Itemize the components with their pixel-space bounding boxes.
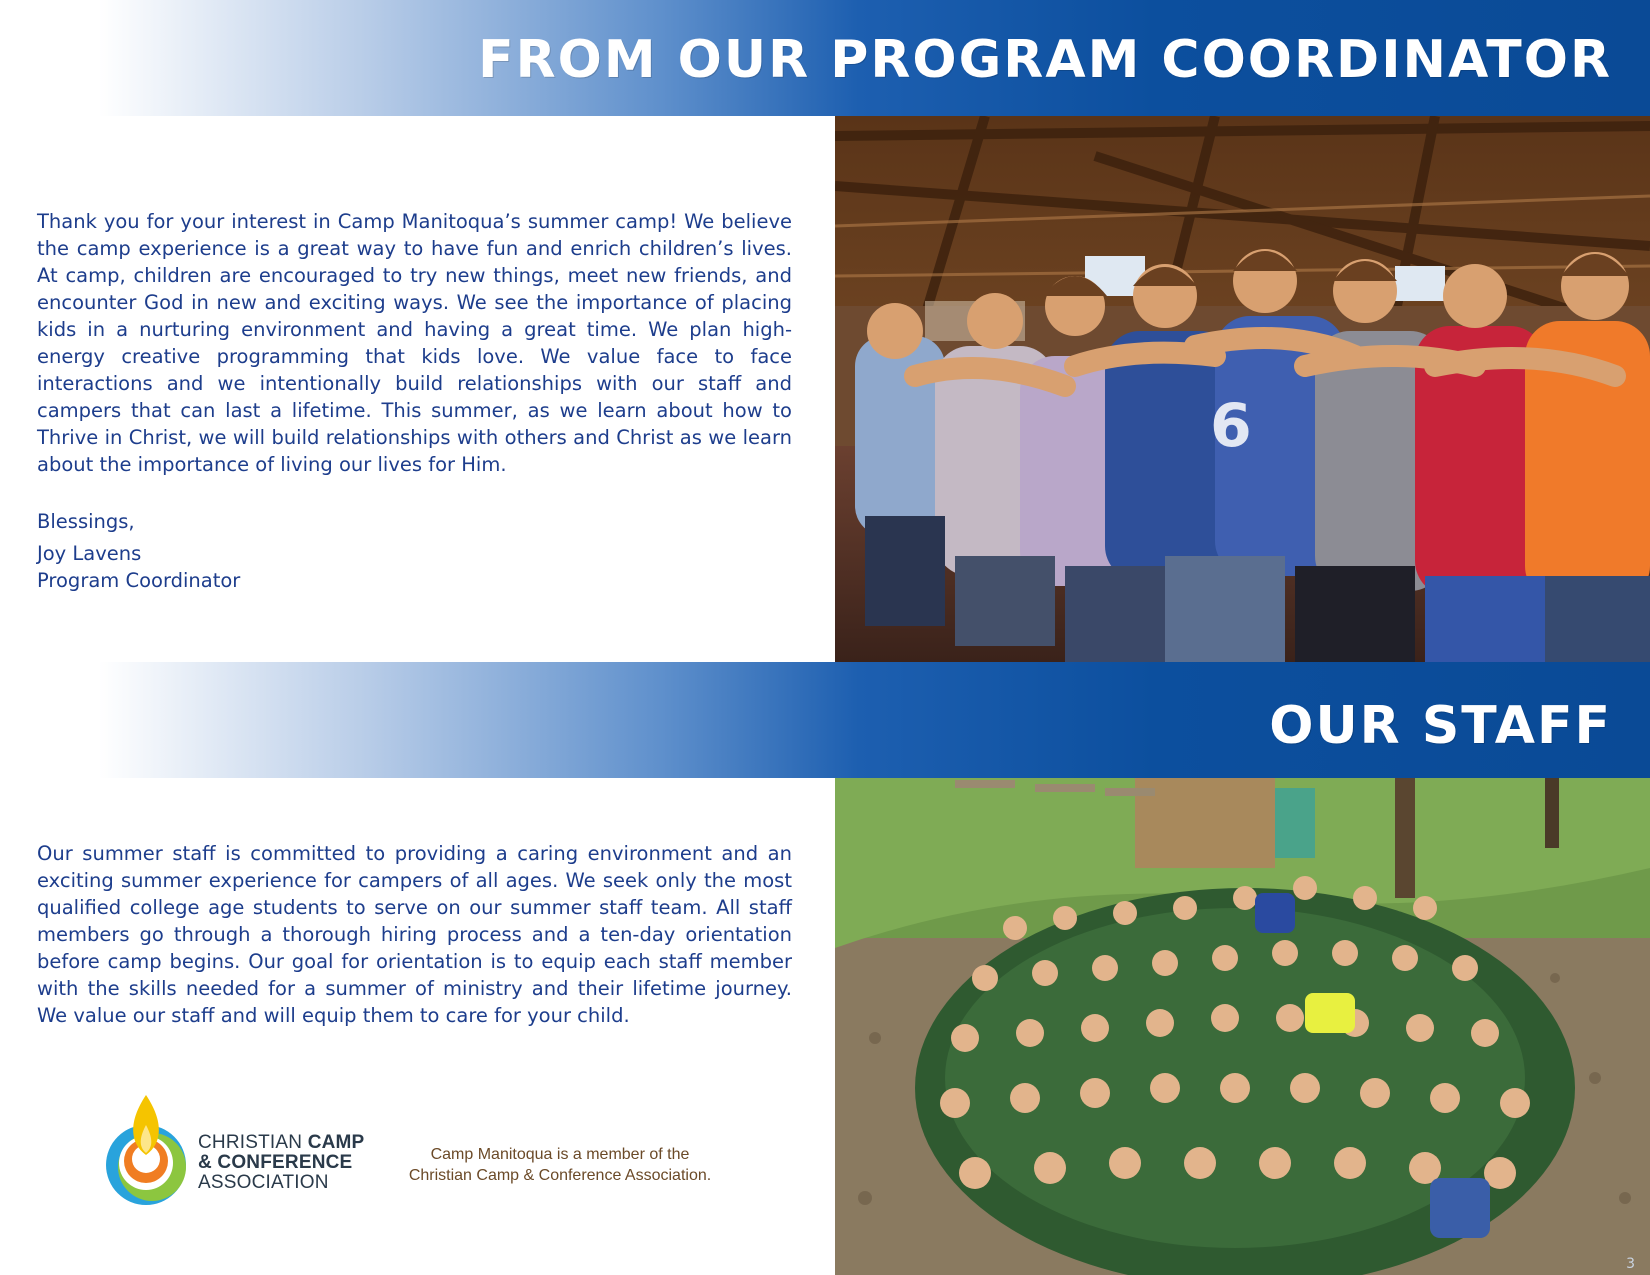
membership-note: [380, 1144, 740, 1186]
summer-staff-group-photo: [835, 778, 1650, 1275]
letter-closing: Blessings,: [37, 510, 135, 533]
coordinator-letter: Thank you for your interest in Camp Manitoqua’s summer camp! We believe the camp experience is a great way to have fun and enrich children’s lives. At camp, children are encouraged to try new things, meet new friends, and encounter God in new and exciting ways. We see the importance of placing kids in a nurturing environment and having a great time. We plan high-energy creative programming that kids love. We value face to face interactions and we intentionally build relationships with our staff and campers that can last a lifetime. This summer, as we learn about how to Thrive in Christ, we will build relationships with others and Christ as we learn about the importance of living our lives for Him.: [37, 210, 792, 476]
svg-text:6: 6: [1210, 391, 1252, 461]
ccca-logo: [96, 1085, 196, 1210]
logo-line3: ASSOCIATION: [198, 1172, 329, 1193]
section-banner-staff: [0, 662, 1650, 778]
campers-group-hug-photo: [835, 116, 1650, 662]
staff-description: Our summer staff is committed to providing a caring environment and an exciting summer experience for campers of all ages. We seek only the most qualified college age students to serve on our summer staff team. All staff members go through a thorough hiring process and a ten-day orientation before camp begins. Our goal for orientation is to equip each staff member with the skills needed for a summer of ministry and their lifetime journey. We value our staff and will equip them to care for your child.: [37, 842, 792, 1027]
section-title-coordinator: FROM OUR PROGRAM COORDINATOR: [478, 30, 1612, 90]
membership-note-line1: Camp Manitoqua is a member of the: [430, 1146, 690, 1163]
page-number: 3: [1626, 1256, 1635, 1272]
ccca-wordmark: [198, 1133, 364, 1193]
signer-title: Program Coordinator: [37, 569, 241, 592]
section-banner-coordinator: [0, 0, 1650, 116]
signer-name: Joy Lavens: [37, 542, 142, 565]
logo-line1-light: CHRISTIAN: [198, 1132, 303, 1153]
logo-line1-bold: CAMP: [307, 1132, 365, 1153]
section-title-staff: OUR STAFF: [1269, 696, 1612, 756]
membership-note-line2: Christian Camp & Conference Association.: [408, 1167, 712, 1184]
logo-line2: & CONFERENCE: [198, 1152, 353, 1173]
